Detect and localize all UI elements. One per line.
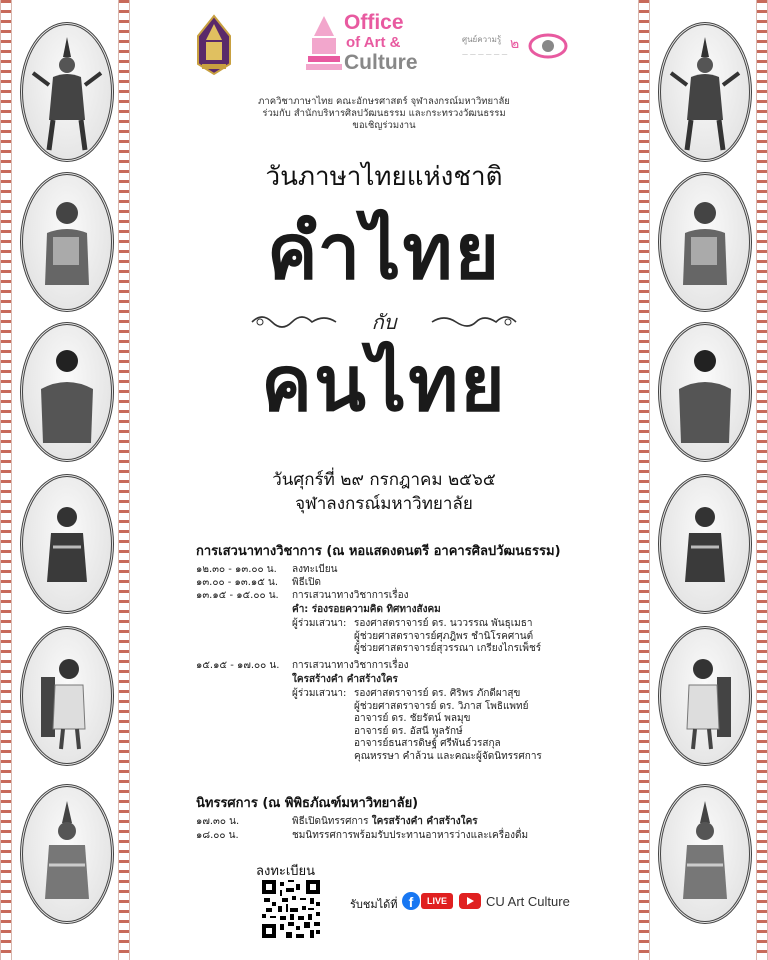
watch-label: รับชมได้ที่: [350, 898, 398, 911]
row-text: ชมนิทรรศการพร้อมรับประทานอาหารว่างและเครื่องดื่ม: [292, 830, 529, 841]
office-logo-line1: Office: [344, 11, 404, 34]
portrait-crowned-dancer-icon: [658, 784, 752, 924]
left-portrait-column: [12, 0, 124, 960]
row-text: พิธีเปิด: [292, 577, 321, 588]
event-name: วันภาษาไทยแห่งชาติ: [265, 162, 503, 192]
row-text: การเสวนาทางวิชาการเรื่อง: [292, 590, 409, 601]
office-art-culture-logo: [302, 12, 432, 78]
portrait-man-back-icon: [20, 322, 114, 462]
schedule-row: [196, 660, 616, 673]
row-time: ๑๒.๓๐ - ๑๓.๐๐ น.: [196, 564, 277, 575]
live-badge[interactable]: [421, 893, 453, 909]
portrait-man-back-icon: [658, 322, 752, 462]
speakers-label: ผู้ร่วมเสวนา:: [292, 688, 347, 699]
portrait-dancer-icon: [658, 22, 752, 162]
speaker: รองศาสตราจารย์ ดร. ศิริพร ภักดีผาสุข: [354, 688, 521, 699]
speaker: คุณหรรษา คำล้วน และคณะผู้จัดนิทรรศการ: [354, 750, 542, 762]
headline-connector-row: [130, 306, 638, 336]
speaker: รองศาสตราจารย์ ดร. นววรรณ พันธุเมธา: [354, 618, 533, 629]
organizer-line-2: ร่วมกับ สำนักบริหารศิลปวัฒนธรรม และกระทรวงวัฒนธรรม: [262, 108, 506, 119]
talk-2-title-text: ใครสร้างคำ คำสร้างใคร: [292, 674, 398, 685]
talk-1-title: [292, 604, 441, 617]
talk-2-title: [292, 674, 398, 687]
schedule-row: [196, 590, 616, 603]
registration-qr-code[interactable]: [262, 880, 320, 938]
headline-line-1: คำไทย: [266, 207, 502, 296]
schedule-row: [196, 577, 616, 590]
right-portrait-column: [650, 0, 762, 960]
row-time: ๑๓.๑๕ - ๑๕.๐๐ น.: [196, 590, 279, 601]
youtube-icon[interactable]: [459, 893, 481, 909]
live-label: LIVE: [426, 896, 447, 906]
portrait-man-chair-icon: [20, 626, 114, 766]
speakers-label: ผู้ร่วมเสวนา:: [292, 618, 347, 629]
headline-line-2: คนไทย: [261, 339, 507, 428]
row-text: พิธีเปิดนิทรรศการ: [292, 816, 369, 827]
right-flourish-icon: [428, 310, 518, 334]
event-date: วันศุกร์ที่ ๒๙ กรกฎาคม ๒๕๖๕: [272, 470, 496, 490]
event-venue: จุฬาลงกรณ์มหาวิทยาลัย: [295, 494, 473, 514]
svg-text:๒: ๒: [510, 36, 520, 52]
row-time: ๑๕.๑๕ - ๑๗.๐๐ น.: [196, 660, 280, 671]
ministry-eye-logo: [460, 28, 570, 68]
channel-name[interactable]: CU Art Culture: [486, 894, 570, 909]
schedule-row: [196, 564, 616, 577]
svg-text:ศูนย์ความรู้: ศูนย์ความรู้: [462, 35, 502, 44]
portrait-woman-seated-icon: [658, 474, 752, 614]
exhibition-section-title: นิทรรศการ (ณ พิพิธภัณฑ์มหาวิทยาลัย): [196, 796, 419, 811]
talk-2-speakers: [292, 688, 622, 763]
register-label: ลงทะเบียน: [256, 864, 316, 879]
schedule-row: [196, 830, 626, 843]
portrait-woman-icon: [20, 172, 114, 312]
row-time: ๑๘.๐๐ น.: [196, 830, 239, 841]
portrait-crowned-dancer-icon: [20, 784, 114, 924]
row-bold-text: ใครสร้างคำ คำสร้างใคร: [371, 816, 478, 827]
academic-section-title: การเสวนาทางวิชาการ (ณ หอแสดงดนตรี อาคารศิลปวัฒนธรรม): [196, 544, 561, 559]
talk-1-speakers: [292, 618, 622, 656]
speaker: ผู้ช่วยศาสตราจารย์ศุภฎิพร ชำนิโรคศานต์: [354, 630, 534, 642]
talk-1-title-text: คำ: ร่องรอยความคิด ทิศทางสังคม: [292, 604, 441, 615]
right-inner-border: [638, 0, 650, 960]
speaker: ผู้ช่วยศาสตราจารย์ ดร. วิภาส โพธิแพทย์: [354, 700, 529, 712]
office-logo-line2: of Art &: [346, 34, 401, 51]
organizer-line-1: ภาควิชาภาษาไทย คณะอักษรศาสตร์ จุฬาลงกรณ์มหาวิทยาลัย: [258, 96, 510, 107]
svg-text:— — — — — —: — — — — — —: [462, 51, 508, 58]
schedule-row: [196, 816, 626, 829]
facebook-icon[interactable]: f: [402, 892, 420, 910]
portrait-woman-icon: [658, 172, 752, 312]
speaker: อาจารย์ธนสารดิษฐ์ ศรีพันธ์วรสกุล: [354, 738, 501, 749]
left-outer-border: [0, 0, 12, 960]
speaker: อาจารย์ ดร. อัสนี พูลรักษ์: [354, 725, 463, 737]
office-logo-line3: Culture: [344, 51, 418, 74]
row-text: ลงทะเบียน: [292, 564, 338, 575]
organizer-block: [240, 96, 528, 132]
portrait-man-chair-icon: [658, 626, 752, 766]
row-text: การเสวนาทางวิชาการเรื่อง: [292, 660, 409, 671]
headline-connector: กับ: [371, 310, 397, 334]
university-crest-logo: [192, 14, 236, 80]
organizer-line-3: ขอเชิญร่วมงาน: [352, 120, 416, 131]
row-time: ๑๗.๓๐ น.: [196, 816, 240, 827]
portrait-dancer-icon: [20, 22, 114, 162]
row-time: ๑๓.๐๐ - ๑๓.๑๕ น.: [196, 577, 279, 588]
portrait-woman-seated-icon: [20, 474, 114, 614]
speaker: ผู้ช่วยศาสตราจารย์สุวรรณา เกรียงไกรเพ็ชร์: [354, 643, 542, 654]
speaker: อาจารย์ ดร. ชัยรัตน์ พลมุข: [354, 713, 471, 724]
